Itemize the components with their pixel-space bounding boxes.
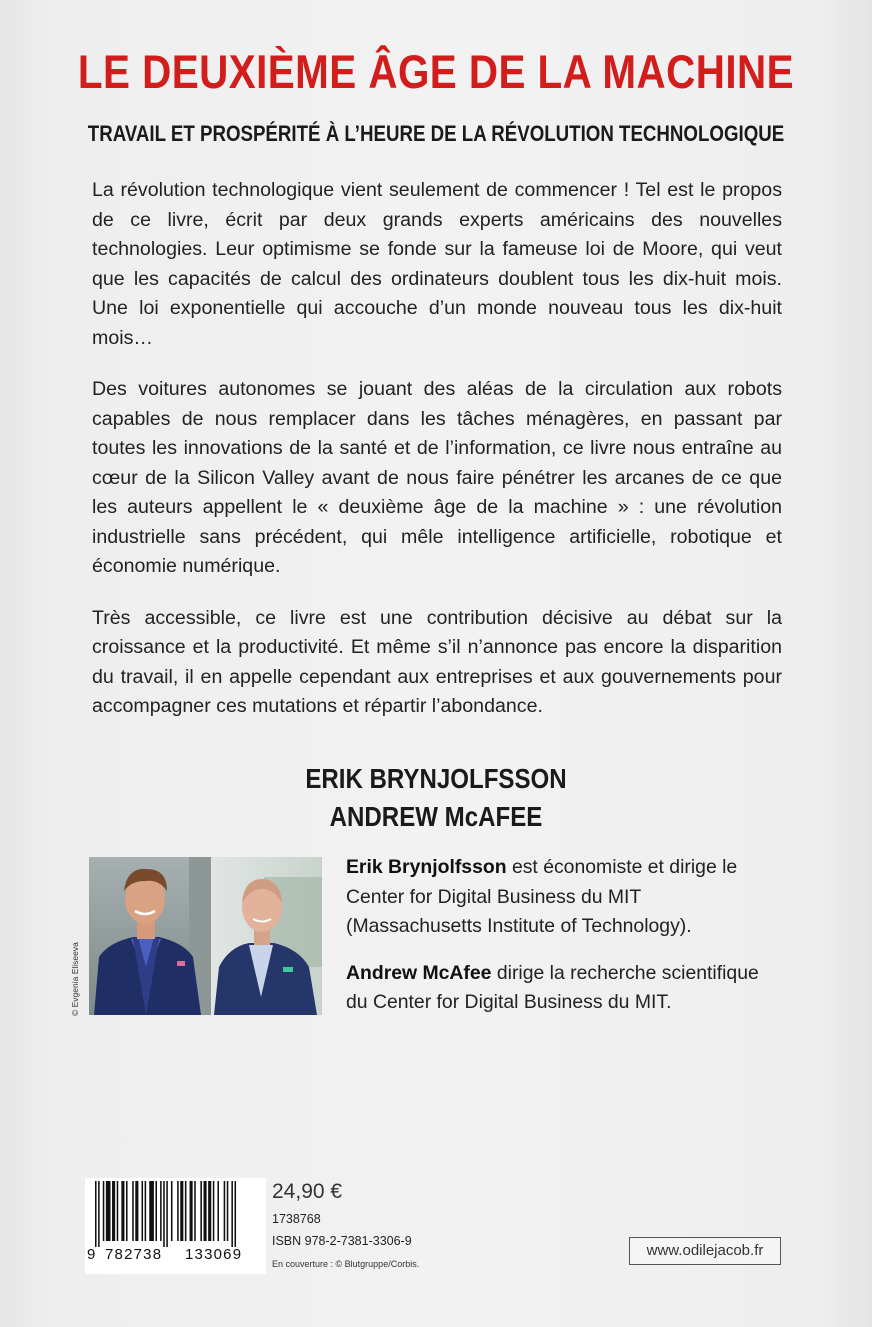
- publisher-url[interactable]: www.odilejacob.fr: [629, 1237, 781, 1265]
- barcode-bar: [145, 1181, 147, 1241]
- barcode-bar: [204, 1181, 207, 1241]
- blurb: [92, 176, 782, 744]
- blurb-paragraph: La révolution technologique vient seulement de commencer ! Tel est le propos de ce livre, écrit par deux grands experts américains des nouvelles technologies. Leur optimisme se fonde sur la fameuse loi de Moore, qui veut que les capacités de calcul des ordinateurs doublent tous les dix-huit mois. Une loi exponentielle qui accouche d’un monde nouveau tous les dix-huit mois…: [92, 179, 782, 349]
- authors-photo: [89, 857, 322, 1015]
- blurb-paragraph: Des voitures autonomes se jouant des aléas de la circulation aux robots capables de nous remplacer dans les tâches ménagères, en passant par toutes les innovations de la santé et de l’information, ce livre nous entraîne au cœur de la Silicon Valley avant de nous faire pénétrer les arcanes de ce que les auteurs appellent le « deuxième âge de la machine » : une révolution industrielle sans précédent, qui mêle intelligence artificielle, robotique et économie numérique.: [92, 378, 782, 577]
- barcode-lead-digit: 9: [87, 1246, 96, 1263]
- book-title: LE DEUXIÈME ÂGE DE LA MACHINE: [77, 45, 795, 98]
- barcode-bar: [208, 1181, 211, 1241]
- cover-credit: En couverture : © Blutgruppe/Corbis.: [272, 1259, 420, 1269]
- barcode-bar: [149, 1181, 154, 1241]
- barcode-bar: [235, 1181, 237, 1247]
- bio-paragraph: [346, 853, 782, 942]
- book-subtitle: TRAVAIL ET PROSPÉRITÉ À L’HEURE DE LA RÉVOLUTION TECHNOLOGIQUE: [87, 121, 785, 146]
- barcode-bar: [135, 1181, 138, 1241]
- barcode-bar: [163, 1181, 165, 1247]
- bio-paragraph: [346, 959, 782, 1018]
- barcode-bar: [231, 1181, 233, 1247]
- author-names: [61, 760, 811, 836]
- barcode-bar: [217, 1181, 219, 1241]
- barcode-bar: [166, 1181, 168, 1247]
- product-code: 1738768: [272, 1212, 321, 1226]
- blurb-paragraph: Très accessible, ce livre est une contribution décisive au débat sur la croissance et la productivité. Et même s’il n’annonce pas encore la disparition du travail, il en appelle cependant aux entreprises et aux gouvernements pour accompagner ces mutations et répartir l’abondance.: [92, 606, 782, 717]
- barcode-bar: [126, 1181, 128, 1241]
- barcode-group: 133069: [185, 1246, 243, 1263]
- barcode-bar: [95, 1181, 97, 1247]
- barcode-bar: [142, 1181, 144, 1241]
- author-name: ANDREW McAFEE: [329, 801, 543, 832]
- barcode: [85, 1178, 266, 1274]
- barcode-bar: [155, 1181, 157, 1241]
- author-bios: [346, 853, 782, 1035]
- barcode-bar: [121, 1181, 124, 1241]
- bio-text: est économiste et dirige le Center for Digital Business du MIT (Massachusetts Institute of Technology).: [346, 856, 738, 937]
- barcode-bar: [224, 1181, 226, 1241]
- bio-text: dirige la recherche scientifique du Center for Digital Business du MIT.: [346, 961, 759, 1013]
- barcode-bar: [117, 1181, 119, 1241]
- author-name: ERIK BRYNJOLFSSON: [305, 763, 567, 794]
- barcode-bar: [171, 1181, 173, 1241]
- barcode-bar: [103, 1181, 105, 1241]
- barcode-bar: [132, 1181, 134, 1241]
- price: 24,90 €: [272, 1180, 343, 1203]
- barcode-bar: [180, 1181, 183, 1241]
- barcode-bar: [227, 1181, 229, 1241]
- barcode-bars: [89, 1181, 262, 1247]
- barcode-bar: [200, 1181, 202, 1241]
- barcode-bar: [194, 1181, 196, 1241]
- barcode-bar: [160, 1181, 162, 1241]
- barcode-bar: [185, 1181, 187, 1241]
- barcode-bar: [190, 1181, 193, 1241]
- barcode-bar: [213, 1181, 215, 1241]
- bio-name: Andrew McAfee: [346, 961, 492, 984]
- barcode-bar: [98, 1181, 100, 1247]
- bio-name: Erik Brynjolfsson: [346, 856, 507, 878]
- barcode-bar: [106, 1181, 111, 1241]
- barcode-bar: [177, 1181, 179, 1241]
- barcode-bar: [112, 1181, 115, 1241]
- barcode-group: 782738: [105, 1246, 163, 1263]
- photo-credit: © Evgenia Eliseeva: [70, 942, 80, 1016]
- isbn: ISBN 978-2-7381-3306-9: [272, 1234, 412, 1248]
